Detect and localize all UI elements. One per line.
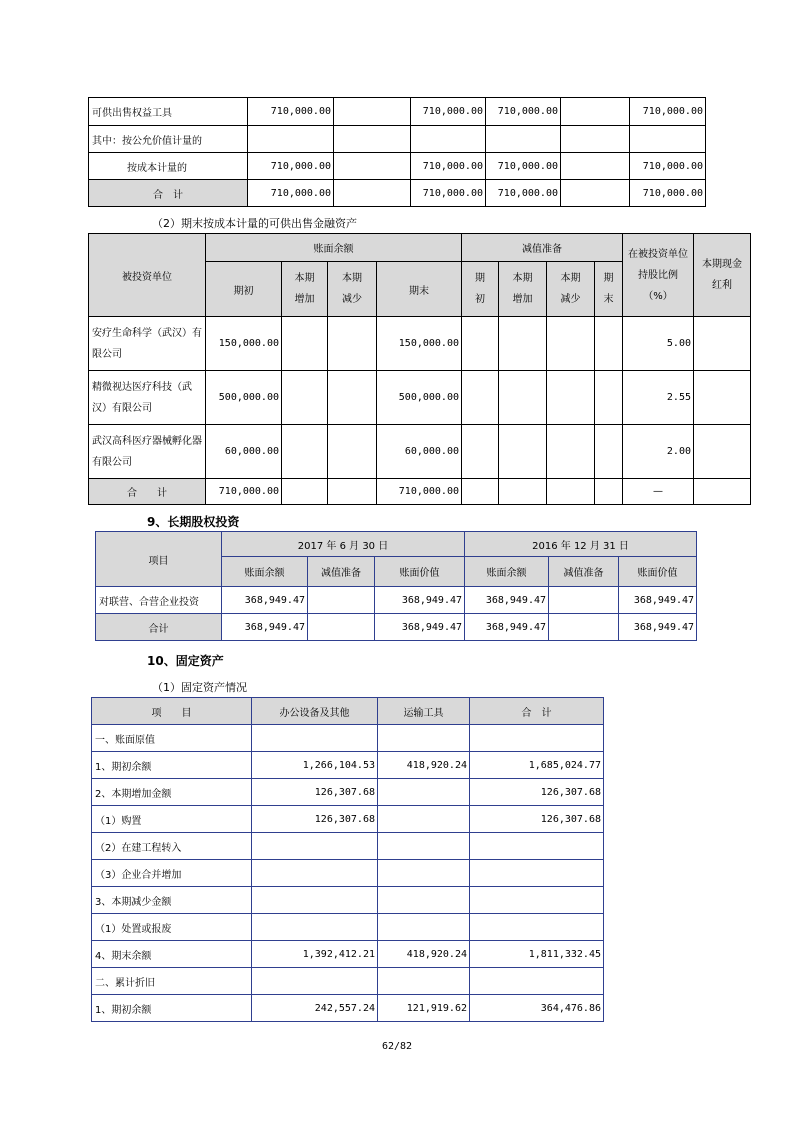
total-label: 合 计 (89, 479, 206, 505)
cell: 710,000.00 (248, 153, 334, 180)
cell: 368,949.47 (222, 614, 308, 641)
cell: 368,949.47 (619, 614, 697, 641)
cell: 710,000.00 (486, 180, 561, 207)
table-row (92, 968, 604, 995)
unit-name: 精微视达医疗科技（武汉）有限公司 (89, 371, 206, 425)
header-row (89, 234, 751, 262)
header-cell: 账面余额 (465, 557, 549, 587)
total-label: 合 计 (89, 180, 248, 207)
cell: 368,949.47 (375, 587, 465, 614)
header-book: 账面余额 (206, 234, 462, 262)
cell: — (623, 479, 694, 505)
cell (561, 153, 630, 180)
header-cell: 办公设备及其他 (252, 698, 378, 725)
row-label: （1）处置或报废 (92, 914, 252, 941)
table-row (92, 941, 604, 968)
cell: 60,000.00 (377, 425, 462, 479)
header-period1: 2017 年 6 月 30 日 (222, 532, 465, 557)
cell (378, 968, 470, 995)
cell: 368,949.47 (465, 587, 549, 614)
header-i-inc: 本期增加 (499, 262, 547, 317)
cell: 368,949.47 (465, 614, 549, 641)
section-heading: 10、固定资产 (147, 654, 224, 668)
section-heading: （2）期末按成本计量的可供出售金融资产 (152, 217, 357, 230)
cell: 710,000.00 (206, 479, 282, 505)
cell: 710,000.00 (486, 153, 561, 180)
cell (378, 833, 470, 860)
total-label: 合计 (96, 614, 222, 641)
cell: 418,920.24 (378, 752, 470, 779)
header-i-dec: 本期减少 (547, 262, 595, 317)
cell (308, 587, 375, 614)
cell: 710,000.00 (630, 180, 706, 207)
table-row (96, 614, 697, 641)
header-cell: 运输工具 (378, 698, 470, 725)
header-i-end: 期末 (595, 262, 623, 317)
cell: 710,000.00 (486, 98, 561, 126)
cell: 126,307.68 (470, 779, 604, 806)
cell: 1,685,024.77 (470, 752, 604, 779)
section-subheading: （1）固定资产情况 (152, 681, 247, 694)
cell (334, 180, 411, 207)
cell (411, 126, 486, 153)
cell (248, 126, 334, 153)
row-label: （3）企业合并增加 (92, 860, 252, 887)
row-label: （1）购置 (92, 806, 252, 833)
table-row (92, 806, 604, 833)
row-label: 1、期初余额 (92, 752, 252, 779)
cell: 60,000.00 (206, 425, 282, 479)
header-cell: 账面余额 (222, 557, 308, 587)
unit-name: 安疗生命科学（武汉）有限公司 (89, 317, 206, 371)
cell (252, 968, 378, 995)
cell: 710,000.00 (411, 153, 486, 180)
row-label: 2、本期增加金额 (92, 779, 252, 806)
cell: 710,000.00 (630, 98, 706, 126)
cell (252, 860, 378, 887)
cell: 368,949.47 (222, 587, 308, 614)
cell: 418,920.24 (378, 941, 470, 968)
cell (470, 833, 604, 860)
table-row (89, 98, 706, 126)
cell (470, 725, 604, 752)
cell: 710,000.00 (411, 180, 486, 207)
cell (470, 887, 604, 914)
cell: 710,000.00 (411, 98, 486, 126)
header-cell: 减值准备 (549, 557, 619, 587)
header-ratio: 在被投资单位持股比例（%） (623, 234, 694, 317)
table-row (92, 860, 604, 887)
cell (549, 614, 619, 641)
cell: 500,000.00 (377, 371, 462, 425)
header-item: 项目 (96, 532, 222, 587)
table-row (96, 587, 697, 614)
row-label: 1、期初余额 (92, 995, 252, 1022)
row-label: 按成本计量的 (89, 153, 248, 180)
row-label: 二、累计折旧 (92, 968, 252, 995)
cell: 1,811,332.45 (470, 941, 604, 968)
header-i-begin: 期初 (462, 262, 499, 317)
cell (470, 860, 604, 887)
cell (252, 833, 378, 860)
section-heading: 9、长期股权投资 (147, 515, 240, 529)
table-row (89, 180, 706, 207)
long-term-equity-table (95, 531, 697, 641)
cell: 364,476.86 (470, 995, 604, 1022)
row-label: 其中：按公允价值计量的 (89, 126, 248, 153)
cell (561, 180, 630, 207)
header-row (92, 698, 604, 725)
header-period2: 2016 年 12 月 31 日 (465, 532, 697, 557)
table-row (89, 317, 751, 371)
header-cell: 减值准备 (308, 557, 375, 587)
header-dec: 本期减少 (328, 262, 377, 317)
cell: 368,949.47 (619, 587, 697, 614)
table-row (89, 425, 751, 479)
cell: 710,000.00 (248, 98, 334, 126)
table-row (92, 779, 604, 806)
cell: 1,266,104.53 (252, 752, 378, 779)
cell (334, 153, 411, 180)
header-cell: 账面价值 (375, 557, 465, 587)
cell (378, 914, 470, 941)
header-cell: 项 目 (92, 698, 252, 725)
cell (378, 779, 470, 806)
cell (252, 887, 378, 914)
cell: 710,000.00 (248, 180, 334, 207)
header-inc: 本期增加 (282, 262, 328, 317)
table-row (92, 752, 604, 779)
cell (378, 860, 470, 887)
cell: 2.55 (623, 371, 694, 425)
cell (378, 887, 470, 914)
cell: 368,949.47 (375, 614, 465, 641)
cell (470, 914, 604, 941)
header-cell: 合 计 (470, 698, 604, 725)
cell: 126,307.68 (252, 806, 378, 833)
table-row (89, 126, 706, 153)
cell (561, 98, 630, 126)
cell (630, 126, 706, 153)
cell: 5.00 (623, 317, 694, 371)
table-row (92, 887, 604, 914)
cell (334, 98, 411, 126)
cell: 500,000.00 (206, 371, 282, 425)
table-row (89, 479, 751, 505)
cell: 2.00 (623, 425, 694, 479)
cell (549, 587, 619, 614)
cell: 126,307.68 (252, 779, 378, 806)
header-begin: 期初 (206, 262, 282, 317)
header-dividend: 本期现金红利 (694, 234, 751, 317)
cell: 242,557.24 (252, 995, 378, 1022)
table-row (89, 153, 706, 180)
cell: 710,000.00 (377, 479, 462, 505)
cell (470, 968, 604, 995)
table-row (92, 725, 604, 752)
header-unit: 被投资单位 (89, 234, 206, 317)
table-row (89, 371, 751, 425)
table-row (92, 995, 604, 1022)
cell (252, 725, 378, 752)
header-impair: 减值准备 (462, 234, 623, 262)
cell (252, 914, 378, 941)
cell: 710,000.00 (630, 153, 706, 180)
cell: 150,000.00 (377, 317, 462, 371)
header-end: 期末 (377, 262, 462, 317)
fixed-assets-table (91, 697, 604, 1022)
cost-measured-assets-table (88, 233, 751, 505)
cell: 1,392,412.21 (252, 941, 378, 968)
header-cell: 账面价值 (619, 557, 697, 587)
table-row (92, 833, 604, 860)
available-for-sale-table (88, 97, 706, 207)
cell (308, 614, 375, 641)
row-label: 4、期末余额 (92, 941, 252, 968)
unit-name: 武汉高科医疗器械孵化器有限公司 (89, 425, 206, 479)
cell (378, 806, 470, 833)
row-label: 3、本期减少金额 (92, 887, 252, 914)
header-row (96, 532, 697, 557)
page-number: 62/82 (381, 1041, 413, 1052)
row-label: （2）在建工程转入 (92, 833, 252, 860)
cell: 121,919.62 (378, 995, 470, 1022)
table-row (92, 914, 604, 941)
row-label: 一、账面原值 (92, 725, 252, 752)
cell (378, 725, 470, 752)
cell (561, 126, 630, 153)
cell (486, 126, 561, 153)
cell (334, 126, 411, 153)
row-label: 可供出售权益工具 (89, 98, 248, 126)
cell: 126,307.68 (470, 806, 604, 833)
cell: 150,000.00 (206, 317, 282, 371)
row-label: 对联营、合营企业投资 (96, 587, 222, 614)
